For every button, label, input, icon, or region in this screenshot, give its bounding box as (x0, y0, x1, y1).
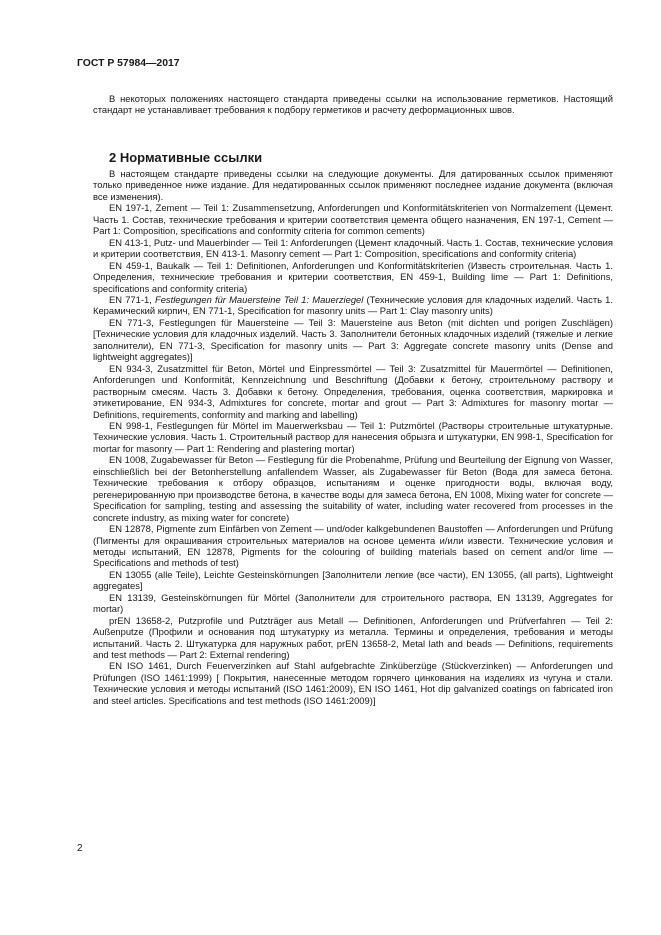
reference-code: EN 771-1, (109, 293, 155, 305)
reference-en-934-3: EN 934-3, Zusatzmittel für Beton, Mörtel und Einpressmörtel — Teil 3: Zusatzmittel für Mauermörtel — Definitionen, Anforderungen und Konformität, Kennzeichnung und Beschriftung (Добавки к бетону, строительному раствору и растворным смесям. Часть 3. Добавки к бетону. Определения, требования, оценка соответствия, маркировка и этикетирование, EN 934-3, Admixtures for concrete, mortar and grout — Part 3: Admixtures for masonry mortar — Definitions, requirements, conformity and marking and labelling) (93, 362, 613, 420)
reference-en-1008: EN 1008, Zugabewasser für Beton — Festlegung für die Probenahme, Prüfung und Beurteilung der Eignung von Wasser, einschließlich bei der Betonherstellung anfallendem Wasser, als Zugabewasser für Beton (Вода для замеса бетона. Технические требования к отбору образцов, испытаниям и оценке пригодности воды, включая воду, регенерированную при производстве бетона, в качестве воды для замеса бетона, EN 1008, Mixing water for concrete — Specification for sampling, testing and assessing the suitability of water, including water recovered from processes in the concrete industry, as mixing water for concrete) (93, 454, 613, 523)
reference-en-998-1: EN 998-1, Festlegungen für Mörtel im Mauerwerksbau — Teil 1: Putzmörtel (Растворы строительные штукатурные. Технические условия. Часть 1. Строительный раствор для нанесения обрызга и штукатурки, EN 998-1, Specification for mortar for masonry — Part 1: Rendering and plastering mortar) (93, 419, 613, 454)
intro-paragraph: В некоторых положениях настоящего стандарта приведены ссылки на использование герметиков. Настоящий стандарт не устанавливает требования к подбору герметиков и расчету деформационных швов. (93, 93, 613, 116)
reference-pren-13658-2: prEN 13658-2, Putzprofile und Putzträger aus Metall — Definitionen, Anforderungen und Prüfverfahren — Teil 2: Außenputze (Профили и основания под штукатурку из металла. Термины и определения, требования и методы испытаний. Часть 2. Штукатурка для наружных работ, prEN 13658-2, Metal lath and beads — Definitions, requirements and test methods — Part 2: External rendering) (93, 614, 613, 661)
reference-en-13055: EN 13055 (alle Teile), Leichte Gesteinskörnungen [Заполнители легкие (все части), EN 13055, (all parts), Lightweight aggregates] (93, 568, 613, 592)
normative-references-list (93, 168, 613, 706)
reference-en-413-1: EN 413-1, Putz- und Mauerbinder — Teil 1: Anforderungen (Цемент кладочный. Часть 1. Состав, технические условия и критерии соответствия, EN 413-1. Masonry cement — Part 1: Composition, specifications and conformity criteria) (93, 236, 613, 260)
reference-en-771-1 (93, 294, 613, 317)
document-code-header: ГОСТ Р 57984—2017 (77, 58, 180, 69)
page-number: 2 (77, 843, 83, 854)
reference-description: (Технические условия для кладочных изделий. Часть 1. Керамический кирпич, EN 771-1, Specification for masonry units — Part 1: Clay masonry units) (93, 293, 613, 317)
intro-block (93, 93, 613, 116)
section-heading: 2 Нормативные ссылки (109, 150, 263, 165)
reference-en-771-3: EN 771-3, Festlegungen für Mauersteine — Teil 3: Mauersteine aus Beton (mit dichten und porigen Zuschlägen) [Технические условия для кладочных изделий. Часть 3. Заполнители бетонных кладочных изделий (тяжелые и легкие заполнители), EN 771-3, Specification for masonry units — Part 3: Aggregate concrete masonry units (Dense and lightweight aggregates)] (93, 316, 613, 363)
reference-intro-paragraph: В настоящем стандарте приведены ссылки на следующие документы. Для датированных ссылок применяют только приведенное ниже издание. Для недатированных ссылок применяют последнее издание документа (включая все изменения). (93, 168, 613, 202)
reference-italic-title: Festlegungen für Mauersteine Teil 1: Mauerziegel (154, 293, 364, 305)
reference-en-iso-1461: EN ISO 1461, Durch Feuerverzinken auf Stahl aufgebrachte Zinküberzüge (Stückverzinken) — Anforderungen und Prüfungen (ISO 1461:1999) [ Покрытия, нанесенные методом горячего цинкования на изделиях из чугуна и стали. Технические условия и методы испытаний (ISO 1461:2009), EN ISO 1461, Hot dip galvanized coatings on fabricated iron and steel articles. Specifications and test methods (ISO 1461:2009)] (93, 660, 613, 706)
reference-en-459-1: EN 459-1, Baukalk — Teil 1: Definitionen, Anforderungen und Konformitätskriterien (Известь строительная. Часть 1. Определения, технические требования и критерии соответствия, EN 459-1, Building lime — Part 1: Definitions, specifications and conformity criteria) (93, 259, 613, 294)
reference-en-13139: EN 13139, Gesteinskörnungen für Mörtel (Заполнители для строительного раствора, EN 13139, Aggregates for mortar) (93, 591, 613, 615)
reference-en-12878: EN 12878, Pigmente zum Einfärben von Zement — und/oder kalkgebundenen Baustoffen — Anforderungen und Prüfung (Пигменты для окрашивания строительных материалов на основе цемента и/или извести. Технические условия и методы испытаний, EN 12878, Pigments for the colouring of building materials based on cement and/or lime — Specifications and methods of test) (93, 523, 613, 569)
reference-en-197-1: EN 197-1, Zement — Teil 1: Zusammensetzung, Anforderungen und Konformitätskriterien von Normalzement (Цемент. Часть 1. Состав, технические требования и критерии соответствия цемента общего назначения, EN 197-1, Cement — Part 1: Composition, specifications and conformity criteria for common cements) (93, 202, 613, 237)
